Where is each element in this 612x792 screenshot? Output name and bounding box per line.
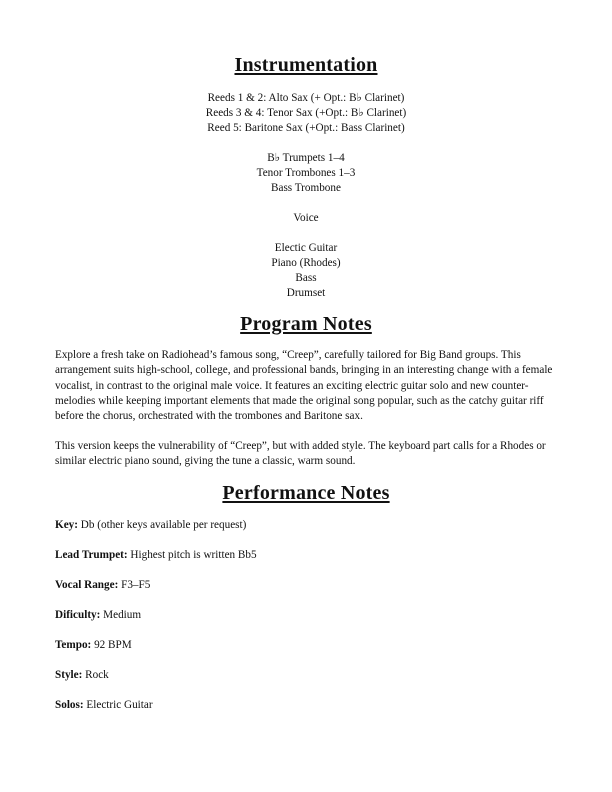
rhythm-section-list	[0, 241, 612, 301]
program-notes-paragraph: This version keeps the vulnerability of “Creep”, but with added style. The keyboard part calls for a Rhodes or similar electric piano sound, giving the tune a classic, warm sound.	[55, 440, 546, 468]
brass-line: Tenor Trombones 1–3	[256, 167, 356, 179]
program-notes-heading: Program Notes	[240, 313, 372, 335]
brass-line: Bass Trombone	[271, 182, 341, 194]
note-key	[55, 518, 246, 533]
note-label: Solos:	[55, 699, 84, 711]
note-solos	[55, 698, 153, 713]
note-value: Db (other keys available per request)	[78, 519, 247, 531]
instrumentation-heading: Instrumentation	[234, 54, 378, 76]
reeds-line: Reeds 3 & 4: Tenor Sax (+Opt.: B♭ Clarinet)	[205, 107, 407, 119]
note-value: Medium	[100, 609, 142, 621]
reeds-line: Reed 5: Baritone Sax (+Opt.: Bass Clarinet)	[207, 122, 405, 134]
performance-notes-heading: Performance Notes	[222, 482, 390, 504]
reeds-line: Reeds 1 & 2: Alto Sax (+ Opt.: B♭ Clarinet)	[207, 92, 405, 104]
note-value: Electric Guitar	[83, 699, 153, 711]
note-label: Style:	[55, 669, 83, 681]
note-value: 92 BPM	[91, 639, 132, 651]
brass-line: B♭ Trumpets 1–4	[267, 152, 345, 164]
note-label: Tempo:	[55, 639, 92, 651]
note-value: Highest pitch is written Bb5	[127, 549, 257, 561]
program-notes-paragraph: Explore a fresh take on Radiohead’s famous song, “Creep”, carefully tailored for Big Band groups. This arrangement suits high-school, college, and professional bands, bringing in an interesting change with a female vocalist, in contrast to the original male voice. It features an exciting electric guitar solo and new counter-melodies while keeping important elements that made the original song popular, such as the catchy guitar riff before the chorus, orchestrated with the trombones and Baritone sax.	[55, 349, 553, 423]
brass-list	[0, 151, 612, 196]
note-value: F3–F5	[118, 579, 151, 591]
reeds-list	[0, 91, 612, 136]
rhythm-line: Electic Guitar	[274, 242, 338, 254]
note-lead-trumpet	[55, 548, 257, 563]
note-label: Key:	[55, 519, 78, 531]
rhythm-line: Drumset	[286, 287, 326, 299]
note-label: Vocal Range:	[55, 579, 119, 591]
note-vocal-range	[55, 578, 150, 593]
voice-list	[0, 211, 612, 226]
note-tempo	[55, 638, 132, 653]
note-value: Rock	[82, 669, 109, 681]
rhythm-line: Bass	[295, 272, 317, 284]
note-difficulty	[55, 608, 141, 623]
note-label: Lead Trumpet:	[55, 549, 128, 561]
note-style	[55, 668, 109, 683]
rhythm-line: Piano (Rhodes)	[271, 257, 341, 269]
voice-line: Voice	[293, 212, 319, 224]
note-label: Dificulty:	[55, 609, 101, 621]
